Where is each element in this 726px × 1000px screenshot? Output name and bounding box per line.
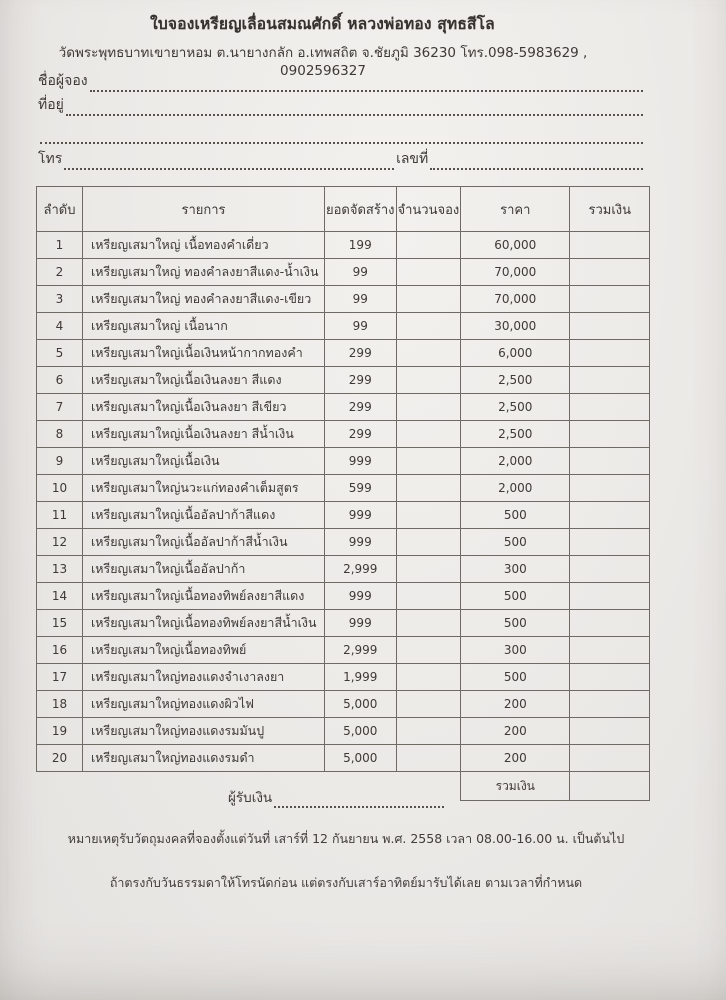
- cell-total: [570, 286, 650, 313]
- table-row: [37, 556, 650, 583]
- cell-item: เหรียญเสมาใหญ่เนื้อเงินลงยา สีเขียว: [83, 394, 325, 421]
- column-header-price: ราคา: [461, 187, 570, 232]
- table-row: [37, 286, 650, 313]
- temple-address-line: วัดพระพุทธบาทเขายาหอม ต.นายางกลัก อ.เทพสถิต จ.ชัยภูมิ 36230 โทร.098-5983629 , 0902596327: [58, 45, 588, 79]
- cell-price: 60,000: [461, 232, 570, 259]
- orderer-address-row: [38, 94, 645, 116]
- cell-no: 2: [37, 259, 83, 286]
- cell-reserved: [396, 583, 461, 610]
- cell-item: เหรียญเสมาใหญ่เนื้ออัลปาก้าสีแดง: [83, 502, 325, 529]
- cell-item: เหรียญเสมาใหญ่เนื้อเงินลงยา สีน้ำเงิน: [83, 421, 325, 448]
- cell-reserved: [396, 340, 461, 367]
- order-table-body: [37, 232, 650, 772]
- cell-total: [570, 583, 650, 610]
- cell-total: [570, 313, 650, 340]
- cell-reserved: [396, 259, 461, 286]
- cell-made: 199: [325, 232, 397, 259]
- cell-total: [570, 259, 650, 286]
- address-continuation-row: [38, 122, 645, 144]
- cell-reserved: [396, 286, 461, 313]
- cell-item: เหรียญเสมาใหญ่นวะแก่ทองคำเต็มสูตร: [83, 475, 325, 502]
- cell-total: [570, 448, 650, 475]
- cell-total: [570, 664, 650, 691]
- cell-no: 6: [37, 367, 83, 394]
- cell-price: 2,000: [461, 448, 570, 475]
- cell-reserved: [396, 529, 461, 556]
- table-row: [37, 448, 650, 475]
- table-row: [37, 232, 650, 259]
- cell-made: 2,999: [325, 637, 397, 664]
- table-header-row: [37, 187, 650, 232]
- table-row: [37, 718, 650, 745]
- cell-reserved: [396, 448, 461, 475]
- orderer-address-label: ที่อยู่: [38, 97, 64, 113]
- table-row: [37, 340, 650, 367]
- phone-label: โทร: [38, 151, 63, 167]
- cell-total: [570, 691, 650, 718]
- cell-no: 20: [37, 745, 83, 772]
- cell-made: 999: [325, 448, 397, 475]
- cell-total: [570, 637, 650, 664]
- cell-price: 200: [461, 718, 570, 745]
- cell-no: 10: [37, 475, 83, 502]
- cell-item: เหรียญเสมาใหญ่ทองแดงรมมันปู: [83, 718, 325, 745]
- doc-number-blank-line: [430, 152, 643, 170]
- cell-reserved: [396, 718, 461, 745]
- column-header-quantity-made: ยอดจัดสร้าง: [325, 187, 397, 232]
- cell-price: 6,000: [461, 340, 570, 367]
- grand-total-value: [570, 772, 650, 801]
- receiver-label: ผู้รับเงิน: [228, 790, 273, 806]
- cell-reserved: [396, 475, 461, 502]
- cell-made: 999: [325, 583, 397, 610]
- cell-total: [570, 556, 650, 583]
- phone-blank-line: [64, 152, 394, 170]
- cell-item: เหรียญเสมาใหญ่ เนื้อทองคำเดี่ยว: [83, 232, 325, 259]
- cell-made: 99: [325, 259, 397, 286]
- cell-total: [570, 340, 650, 367]
- cell-reserved: [396, 556, 461, 583]
- cell-item: เหรียญเสมาใหญ่ทองแดงจำเงาลงยา: [83, 664, 325, 691]
- cell-no: 14: [37, 583, 83, 610]
- cell-made: 299: [325, 367, 397, 394]
- cell-made: 299: [325, 394, 397, 421]
- cell-made: 1,999: [325, 664, 397, 691]
- cell-made: 5,000: [325, 691, 397, 718]
- doc-number-label: เลขที่: [396, 151, 429, 167]
- cell-item: เหรียญเสมาใหญ่ ทองคำลงยาสีแดง-น้ำเงิน: [83, 259, 325, 286]
- cell-total: [570, 475, 650, 502]
- cell-no: 16: [37, 637, 83, 664]
- table-row: [37, 421, 650, 448]
- cell-made: 299: [325, 421, 397, 448]
- cell-no: 15: [37, 610, 83, 637]
- note-pickup-date: หมายเหตุรับวัตถุมงคลที่จองตั้งแต่วันที่ เสาร์ที่ 12 กันยายน พ.ศ. 2558 เวลา 08.00-16.00 น. เป็นต้นไป: [67, 831, 625, 846]
- cell-reserved: [396, 367, 461, 394]
- cell-total: [570, 529, 650, 556]
- cell-no: 17: [37, 664, 83, 691]
- cell-item: เหรียญเสมาใหญ่เนื้อทองทิพย์: [83, 637, 325, 664]
- cell-total: [570, 232, 650, 259]
- cell-price: 2,500: [461, 421, 570, 448]
- orderer-address-blank-line: [66, 98, 643, 116]
- cell-total: [570, 394, 650, 421]
- cell-total: [570, 502, 650, 529]
- cell-no: 19: [37, 718, 83, 745]
- cell-item: เหรียญเสมาใหญ่เนื้อเงิน: [83, 448, 325, 475]
- cell-price: 2,500: [461, 394, 570, 421]
- receiver-row: [228, 788, 446, 808]
- table-row: [37, 259, 650, 286]
- cell-made: 2,999: [325, 556, 397, 583]
- receiver-signature-line: [274, 790, 444, 808]
- cell-price: 200: [461, 691, 570, 718]
- table-row: [37, 745, 650, 772]
- table-row: [37, 583, 650, 610]
- cell-price: 200: [461, 745, 570, 772]
- cell-reserved: [396, 610, 461, 637]
- cell-reserved: [396, 637, 461, 664]
- order-table: [36, 186, 650, 801]
- note-weekday-instruction: ถ้าตรงกับวันธรรมดาให้โทรนัดก่อน แต่ตรงกับเสาร์อาทิตย์มารับได้เลย ตามเวลาที่กำหนด: [109, 875, 583, 890]
- table-row: [37, 475, 650, 502]
- cell-no: 5: [37, 340, 83, 367]
- cell-total: [570, 745, 650, 772]
- column-header-quantity-reserved: จำนวนจอง: [396, 187, 461, 232]
- cell-price: 70,000: [461, 259, 570, 286]
- cell-no: 3: [37, 286, 83, 313]
- cell-no: 11: [37, 502, 83, 529]
- cell-reserved: [396, 394, 461, 421]
- orderer-name-blank-line: [90, 74, 643, 92]
- cell-no: 13: [37, 556, 83, 583]
- orderer-name-row: [38, 70, 645, 92]
- cell-no: 4: [37, 313, 83, 340]
- cell-item: เหรียญเสมาใหญ่ ทองคำลงยาสีแดง-เขียว: [83, 286, 325, 313]
- column-header-no: ลำดับ: [37, 187, 83, 232]
- cell-no: 9: [37, 448, 83, 475]
- cell-price: 2,000: [461, 475, 570, 502]
- orderer-name-label: ชื่อผู้จอง: [38, 73, 88, 89]
- cell-item: เหรียญเสมาใหญ่เนื้ออัลปาก้า: [83, 556, 325, 583]
- cell-price: 300: [461, 637, 570, 664]
- cell-made: 99: [325, 313, 397, 340]
- cell-price: 70,000: [461, 286, 570, 313]
- cell-price: 2,500: [461, 367, 570, 394]
- cell-made: 5,000: [325, 718, 397, 745]
- table-row: [37, 637, 650, 664]
- cell-no: 8: [37, 421, 83, 448]
- column-header-total: รวมเงิน: [570, 187, 650, 232]
- cell-no: 7: [37, 394, 83, 421]
- cell-price: 30,000: [461, 313, 570, 340]
- cell-made: 599: [325, 475, 397, 502]
- table-row: [37, 664, 650, 691]
- cell-reserved: [396, 664, 461, 691]
- cell-made: 999: [325, 502, 397, 529]
- cell-item: เหรียญเสมาใหญ่เนื้ออัลปาก้าสีน้ำเงิน: [83, 529, 325, 556]
- table-row: [37, 691, 650, 718]
- cell-total: [570, 718, 650, 745]
- cell-made: 99: [325, 286, 397, 313]
- cell-no: 12: [37, 529, 83, 556]
- cell-made: 999: [325, 529, 397, 556]
- table-row: [37, 367, 650, 394]
- cell-item: เหรียญเสมาใหญ่เนื้อเงินหน้ากากทองคำ: [83, 340, 325, 367]
- cell-reserved: [396, 421, 461, 448]
- cell-made: 299: [325, 340, 397, 367]
- document-title: ใบจองเหรียญเลื่อนสมณศักดิ์ หลวงพ่อทอง สุทธสีโล: [150, 15, 495, 33]
- cell-item: เหรียญเสมาใหญ่เนื้อทองทิพย์ลงยาสีแดง: [83, 583, 325, 610]
- cell-reserved: [396, 502, 461, 529]
- cell-item: เหรียญเสมาใหญ่ เนื้อนาก: [83, 313, 325, 340]
- table-row: [37, 529, 650, 556]
- column-header-item: รายการ: [83, 187, 325, 232]
- cell-reserved: [396, 745, 461, 772]
- cell-made: 5,000: [325, 745, 397, 772]
- address-continuation-blank-line: [40, 126, 643, 144]
- cell-reserved: [396, 313, 461, 340]
- table-row: [37, 313, 650, 340]
- cell-total: [570, 421, 650, 448]
- table-row: [37, 394, 650, 421]
- cell-made: 999: [325, 610, 397, 637]
- table-row: [37, 610, 650, 637]
- cell-price: 500: [461, 502, 570, 529]
- grand-total-label: รวมเงิน: [461, 772, 570, 801]
- cell-price: 500: [461, 664, 570, 691]
- cell-price: 500: [461, 529, 570, 556]
- cell-item: เหรียญเสมาใหญ่ทองแดงรมดำ: [83, 745, 325, 772]
- cell-total: [570, 610, 650, 637]
- cell-item: เหรียญเสมาใหญ่เนื้อเงินลงยา สีแดง: [83, 367, 325, 394]
- cell-item: เหรียญเสมาใหญ่ทองแดงผิวไฟ: [83, 691, 325, 718]
- cell-total: [570, 367, 650, 394]
- cell-reserved: [396, 691, 461, 718]
- cell-price: 500: [461, 583, 570, 610]
- table-row: [37, 502, 650, 529]
- cell-price: 500: [461, 610, 570, 637]
- cell-item: เหรียญเสมาใหญ่เนื้อทองทิพย์ลงยาสีน้ำเงิน: [83, 610, 325, 637]
- phone-number-row: [38, 148, 645, 170]
- cell-reserved: [396, 232, 461, 259]
- cell-no: 18: [37, 691, 83, 718]
- cell-price: 300: [461, 556, 570, 583]
- cell-no: 1: [37, 232, 83, 259]
